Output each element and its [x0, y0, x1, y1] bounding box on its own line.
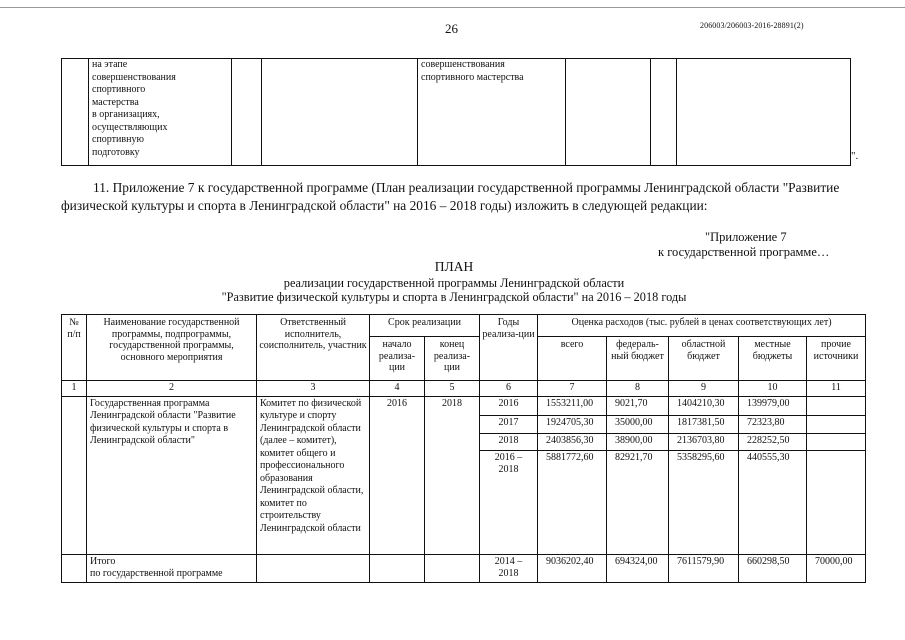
total-year: 2014 – 2018	[480, 554, 538, 582]
col-number: 7	[538, 381, 607, 397]
row-other	[807, 415, 866, 433]
col-number: 10	[739, 381, 807, 397]
header-cost: Оценка расходов (тыс. рублей в ценах соответствующих лет)	[538, 315, 866, 337]
row-other	[807, 433, 866, 450]
row-local: 228252,50	[739, 433, 807, 450]
cont-cell-empty	[566, 59, 651, 166]
plan-title: ПЛАН	[434, 259, 474, 274]
total-row	[62, 554, 866, 582]
cont-cell-result: совершенствования спортивного мастерства	[418, 59, 566, 166]
column-number-row	[62, 381, 866, 397]
col-number: 6	[480, 381, 538, 397]
total-regional: 7611579,90	[669, 554, 739, 582]
row-year: 2016 – 2018	[480, 450, 538, 554]
row-local: 440555,30	[739, 450, 807, 554]
paragraph-text: 11. Приложение 7 к государственной программе (План реализации государственной программы Ленинградской области "Развитие физической культуры и спорта в Ленинградской области" на 2016 – 2018 годы) изложить в следующей редакции:	[61, 180, 840, 213]
plan-table	[61, 314, 866, 583]
program-end: 2018	[425, 396, 480, 554]
row-other	[807, 396, 866, 415]
appendix-reference: к государственной программе…	[658, 245, 830, 259]
cont-cell-empty	[62, 59, 89, 166]
header-federal: федераль-ный бюджет	[607, 337, 669, 381]
plan-subtitle-program: "Развитие физической культуры и спорта в Ленинградской области" на 2016 – 2018 годы	[221, 290, 687, 304]
col-number: 8	[607, 381, 669, 397]
row-regional: 5358295,60	[669, 450, 739, 554]
row-federal: 9021,70	[607, 396, 669, 415]
amendment-paragraph	[61, 179, 847, 215]
cont-cell-empty	[262, 59, 418, 166]
cell-num	[62, 396, 87, 554]
col-number: 2	[87, 381, 257, 397]
cell-empty	[425, 554, 480, 582]
total-local: 660298,50	[739, 554, 807, 582]
total-total: 9036202,40	[538, 554, 607, 582]
row-year: 2016	[480, 396, 538, 415]
document-number: 206003/206003-2016-28891(2)	[700, 21, 804, 30]
cont-cell-stage: на этапе совершенствования спортивного мастерства в организациях, осуществляющих спортивную подготовку	[89, 59, 232, 166]
plan-subtitle: реализации государственной программы Ленинградской области	[283, 276, 625, 290]
table-row	[62, 396, 866, 415]
header-end: конец реализа-ции	[425, 337, 480, 381]
header-local: местные бюджеты	[739, 337, 807, 381]
row-federal: 35000,00	[607, 415, 669, 433]
total-name: Итого по государственной программе	[87, 554, 257, 582]
col-number: 9	[669, 381, 739, 397]
header-regional: областной бюджет	[669, 337, 739, 381]
col-number: 3	[257, 381, 370, 397]
cont-cell-empty	[677, 59, 851, 166]
page-number: 26	[445, 21, 458, 36]
header-name: Наименование государственной программы, подпрограммы, государственной программы, основного мероприятия	[87, 315, 257, 381]
cell-empty	[370, 554, 425, 582]
row-local: 139979,00	[739, 396, 807, 415]
row-total: 1924705,30	[538, 415, 607, 433]
row-federal: 38900,00	[607, 433, 669, 450]
row-total: 1553211,00	[538, 396, 607, 415]
closing-quote: ".	[851, 150, 859, 162]
total-other: 70000,00	[807, 554, 866, 582]
row-regional: 2136703,80	[669, 433, 739, 450]
header-num: № п/п	[62, 315, 87, 381]
header-years: Годы реализа-ции	[480, 315, 538, 381]
program-start: 2016	[370, 396, 425, 554]
row-regional: 1817381,50	[669, 415, 739, 433]
cont-cell-empty	[651, 59, 677, 166]
col-number: 5	[425, 381, 480, 397]
program-name: Государственная программа Ленинградской области "Развитие физической культуры и спорта в Ленинградской области"	[87, 396, 257, 554]
row-total: 5881772,60	[538, 450, 607, 554]
row-regional: 1404210,30	[669, 396, 739, 415]
cell-num	[62, 554, 87, 582]
appendix-label: "Приложение 7	[705, 230, 787, 244]
col-number: 1	[62, 381, 87, 397]
row-federal: 82921,70	[607, 450, 669, 554]
total-federal: 694324,00	[607, 554, 669, 582]
header-other: прочие источники	[807, 337, 866, 381]
row-year: 2017	[480, 415, 538, 433]
header-total: всего	[538, 337, 607, 381]
col-number: 4	[370, 381, 425, 397]
header-executor: Ответственный исполнитель, соисполнитель, участник	[257, 315, 370, 381]
header-term: Срок реализации	[370, 315, 480, 337]
header-start: начало реализа-ции	[370, 337, 425, 381]
top-border-line	[0, 7, 905, 8]
row-other	[807, 450, 866, 554]
row-local: 72323,80	[739, 415, 807, 433]
row-year: 2018	[480, 433, 538, 450]
cell-empty	[257, 554, 370, 582]
col-number: 11	[807, 381, 866, 397]
cont-cell-empty	[232, 59, 262, 166]
row-total: 2403856,30	[538, 433, 607, 450]
continuation-table	[61, 58, 851, 166]
program-executor: Комитет по физической культуре и спорту Ленинградской области (далее – комитет), комитет общего и профессионального образования Ленинградской области, комитет по строительству Ленинградской области	[257, 396, 370, 554]
